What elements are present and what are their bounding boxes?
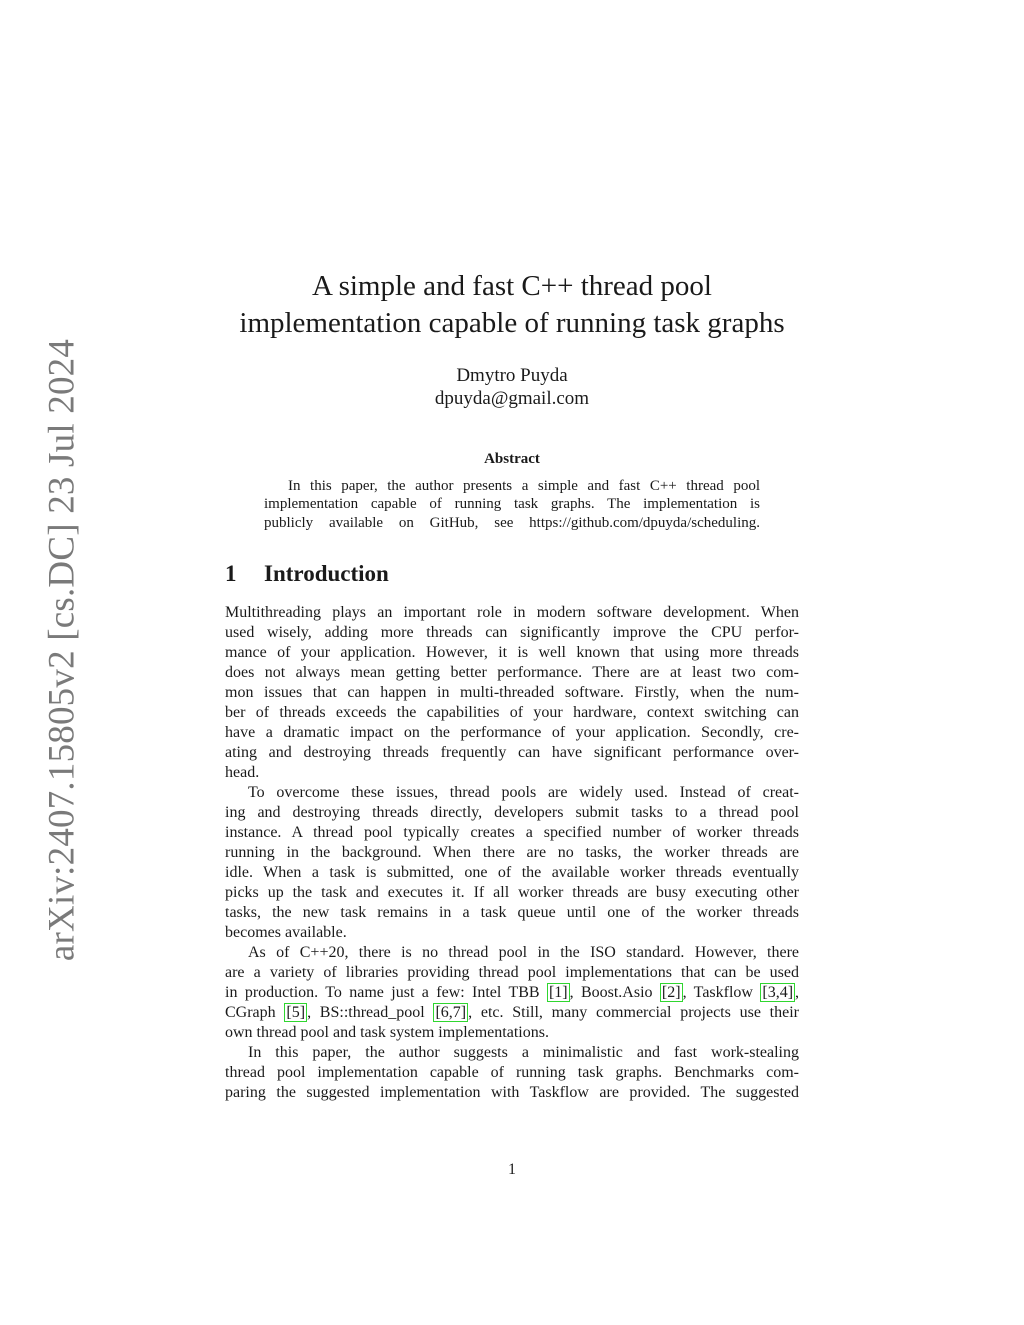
citation-link[interactable]: [1]: [548, 984, 568, 1001]
section-title: Introduction: [264, 561, 389, 586]
text-run: CGraph: [225, 1004, 285, 1021]
citation-link[interactable]: [3,4]: [762, 984, 794, 1001]
author-email: dpuyda@gmail.com: [434, 388, 590, 409]
citation-link[interactable]: [2]: [661, 984, 681, 1001]
paragraph-line: mance of your application. However, it is well known that using more threads: [225, 644, 799, 661]
paragraph-line: own thread pool and task system implementations.: [225, 1024, 549, 1041]
paragraph-line: head.: [225, 764, 260, 781]
paragraph-line: paring the suggested implementation with Taskflow are provided. The suggested: [225, 1084, 799, 1101]
abstract-heading: Abstract: [484, 451, 540, 467]
paragraph-line: tasks, the new task remains in a task queue until one of the worker threads: [225, 904, 799, 921]
section-number: 1: [225, 561, 237, 586]
paragraph-line: used wisely, adding more threads can significantly improve the CPU perfor-: [225, 624, 799, 641]
abstract-line: In this paper, the author presents a simple and fast C++ thread pool: [288, 478, 760, 494]
text-run: , BS::thread_pool: [307, 1004, 434, 1021]
paragraph-line: thread pool implementation capable of running task graphs. Benchmarks com-: [225, 1064, 799, 1081]
paragraph-line: are a variety of libraries providing thread pool implementations that can be used: [225, 964, 799, 981]
text-run: , Boost.Asio: [569, 984, 660, 1001]
text-run: , Taskflow: [682, 984, 761, 1001]
paragraph-line: instance. A thread pool typically creates a specified number of worker threads: [225, 824, 799, 841]
paragraph-line: ing and destroying threads directly, developers submit tasks to a thread pool: [225, 804, 799, 821]
paper-title: [200, 268, 824, 342]
author-block: [200, 364, 824, 410]
paragraph-line: idle. When a task is submitted, one of the available worker threads eventually: [225, 864, 799, 881]
paragraph-line: does not always mean getting better performance. There are at least two com-: [225, 664, 799, 681]
text-run: ,: [795, 984, 800, 1001]
abstract-line: implementation capable of running task graphs. The implementation is: [264, 496, 760, 513]
author-name: Dmytro Puyda: [456, 365, 568, 386]
paragraph-line: Multithreading plays an important role in modern software development. When: [225, 604, 799, 621]
text-run: in production. To name just a few: Intel TBB: [225, 984, 547, 1001]
title-line: implementation capable of running task graphs: [239, 307, 785, 339]
text-run: , etc. Still, many commercial projects use their: [468, 1004, 799, 1021]
paragraph-line: As of C++20, there is no thread pool in the ISO standard. However, there: [248, 944, 799, 961]
paragraph-line: picks up the task and executes it. If all worker threads are busy executing other: [225, 884, 799, 901]
paragraph-line: running in the background. When there are no tasks, the worker threads are: [225, 844, 799, 861]
paragraph-line: [225, 1003, 799, 1023]
paragraph-line: [225, 983, 799, 1003]
section-heading: [225, 561, 389, 587]
paragraph-line: To overcome these issues, thread pools are widely used. Instead of creat-: [248, 784, 799, 801]
page-number: 1: [508, 1161, 516, 1178]
citation-link[interactable]: [5]: [286, 1004, 306, 1021]
paragraph-line: ber of threads exceeds the capabilities of your hardware, context switching can: [225, 704, 799, 721]
paragraph-line: ating and destroying threads frequently can have significant performance over-: [225, 744, 799, 761]
abstract-line: publicly available on GitHub, see https://github.com/dpuyda/scheduling.: [264, 514, 760, 531]
paragraph-line: In this paper, the author suggests a minimalistic and fast work-stealing: [248, 1044, 799, 1061]
paragraph-line: have a dramatic impact on the performance of your application. Secondly, cre-: [225, 724, 799, 741]
arxiv-identifier-stamp: arXiv:2407.15805v2 [cs.DC] 23 Jul 2024: [41, 338, 83, 962]
body-text: [225, 603, 799, 1103]
paragraph-line: mon issues that can happen in multi-threaded software. Firstly, when the num-: [225, 684, 799, 701]
citation-link[interactable]: [6,7]: [435, 1004, 467, 1021]
abstract-text: [264, 477, 760, 532]
title-line: A simple and fast C++ thread pool: [312, 270, 712, 302]
paragraph-line: becomes available.: [225, 924, 347, 941]
